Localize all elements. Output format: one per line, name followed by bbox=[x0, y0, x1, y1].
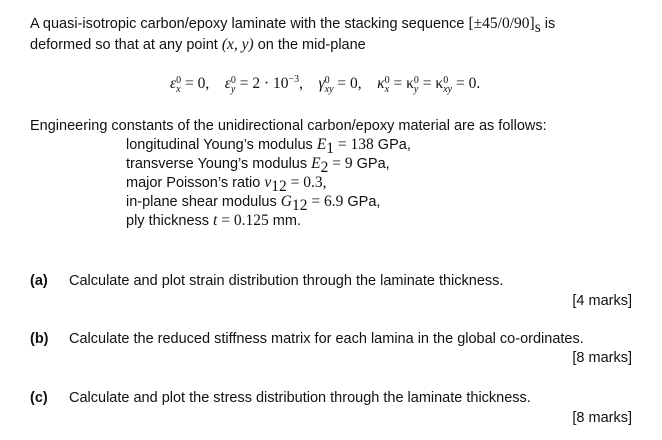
e2-symbol: E bbox=[311, 155, 321, 172]
gamma-symbol: γ bbox=[318, 75, 325, 92]
constant-thickness bbox=[126, 212, 301, 230]
t-symbol: t bbox=[213, 212, 218, 229]
nu-subscript: 12 bbox=[271, 177, 287, 195]
kappa-equals-1: = κ bbox=[389, 75, 414, 92]
e1-label: longitudinal Young’s modulus bbox=[126, 137, 317, 153]
intro-line-2 bbox=[30, 36, 366, 54]
intro-text: A quasi-isotropic carbon/epoxy laminate with the stacking sequence bbox=[30, 16, 469, 32]
epsilon-y-sup: 0 bbox=[230, 75, 236, 86]
constant-nu12 bbox=[126, 174, 327, 195]
t-unit: mm. bbox=[268, 213, 301, 229]
e2-value: = 9 bbox=[328, 155, 353, 172]
epsilon-y-exponent: −3 bbox=[288, 73, 300, 85]
g-value: = 6.9 bbox=[307, 193, 344, 210]
kappa-y-sub: y bbox=[413, 84, 419, 95]
question-c-marks: [8 marks] bbox=[572, 410, 632, 426]
intro-text-end: is bbox=[540, 16, 556, 32]
t-label: ply thickness bbox=[126, 213, 214, 229]
intro-text-2: deformed so that at any point bbox=[30, 37, 222, 53]
t-value: = 0.125 bbox=[217, 212, 269, 229]
stacking-sequence: [±45/0/90] bbox=[468, 15, 535, 32]
g-label: in-plane shear modulus bbox=[126, 194, 281, 210]
e1-symbol: E bbox=[316, 136, 327, 153]
question-c-text: Calculate and plot the stress distribution through the laminate thickness. bbox=[69, 390, 531, 406]
kappa-end: = 0. bbox=[452, 75, 481, 92]
nu-value: = 0.3, bbox=[286, 174, 327, 191]
e1-value: = 138 bbox=[334, 136, 374, 153]
gamma-sup: 0 bbox=[324, 75, 330, 86]
epsilon-x-symbol: ε bbox=[170, 75, 177, 92]
epsilon-y-sub: y bbox=[230, 84, 236, 95]
question-b-label: (b) bbox=[30, 331, 49, 347]
constants-heading: Engineering constants of the unidirectional carbon/epoxy material are as follows: bbox=[30, 118, 547, 134]
constant-g12 bbox=[126, 193, 381, 214]
question-a-text: Calculate and plot strain distribution through the laminate thickness. bbox=[69, 273, 504, 289]
question-a-marks: [4 marks] bbox=[572, 293, 632, 309]
kappa-x-sup: 0 bbox=[384, 75, 390, 86]
kappa-y-sup: 0 bbox=[413, 75, 419, 86]
question-b-text: Calculate the reduced stiffness matrix for each lamina in the global co-ordinates. bbox=[69, 331, 584, 347]
constant-e1 bbox=[126, 136, 411, 157]
epsilon-x-sup: 0 bbox=[176, 75, 182, 86]
question-a-label: (a) bbox=[30, 273, 48, 289]
nu-label: major Poisson’s ratio bbox=[126, 175, 265, 191]
gamma-sub: xy bbox=[324, 84, 334, 95]
epsilon-y-value: = 2 · 10 bbox=[235, 75, 289, 92]
stacking-sequence-subscript: s bbox=[534, 18, 541, 36]
e1-subscript: 1 bbox=[326, 139, 335, 157]
g-unit: GPa, bbox=[343, 194, 381, 210]
g-symbol: G bbox=[280, 193, 292, 210]
intro-text-2-end: on the mid-plane bbox=[253, 37, 366, 53]
epsilon-x-value: = 0, bbox=[181, 75, 210, 92]
strain-equation bbox=[170, 75, 480, 94]
kappa-xy-sup: 0 bbox=[443, 75, 449, 86]
intro-line-1 bbox=[30, 15, 556, 36]
e2-label: transverse Young’s modulus bbox=[126, 156, 312, 172]
point-coordinates: (x, y) bbox=[221, 36, 254, 53]
nu-symbol: ν bbox=[264, 174, 272, 191]
gamma-value: = 0, bbox=[333, 75, 362, 92]
constant-e2 bbox=[126, 155, 390, 176]
g-subscript: 12 bbox=[291, 196, 308, 214]
kappa-xy-sub: xy bbox=[443, 84, 453, 95]
epsilon-y-end: , bbox=[299, 75, 304, 92]
e1-unit: GPa, bbox=[373, 137, 411, 153]
question-c-label: (c) bbox=[30, 390, 48, 406]
epsilon-y-symbol: ε bbox=[224, 75, 231, 92]
e2-subscript: 2 bbox=[320, 158, 329, 176]
kappa-equals-2: = κ bbox=[418, 75, 444, 92]
e2-unit: GPa, bbox=[352, 156, 390, 172]
question-b-marks: [8 marks] bbox=[572, 350, 632, 366]
kappa-x-symbol: κ bbox=[377, 75, 385, 92]
epsilon-x-sub: x bbox=[176, 84, 181, 95]
kappa-x-sub: x bbox=[384, 84, 390, 95]
